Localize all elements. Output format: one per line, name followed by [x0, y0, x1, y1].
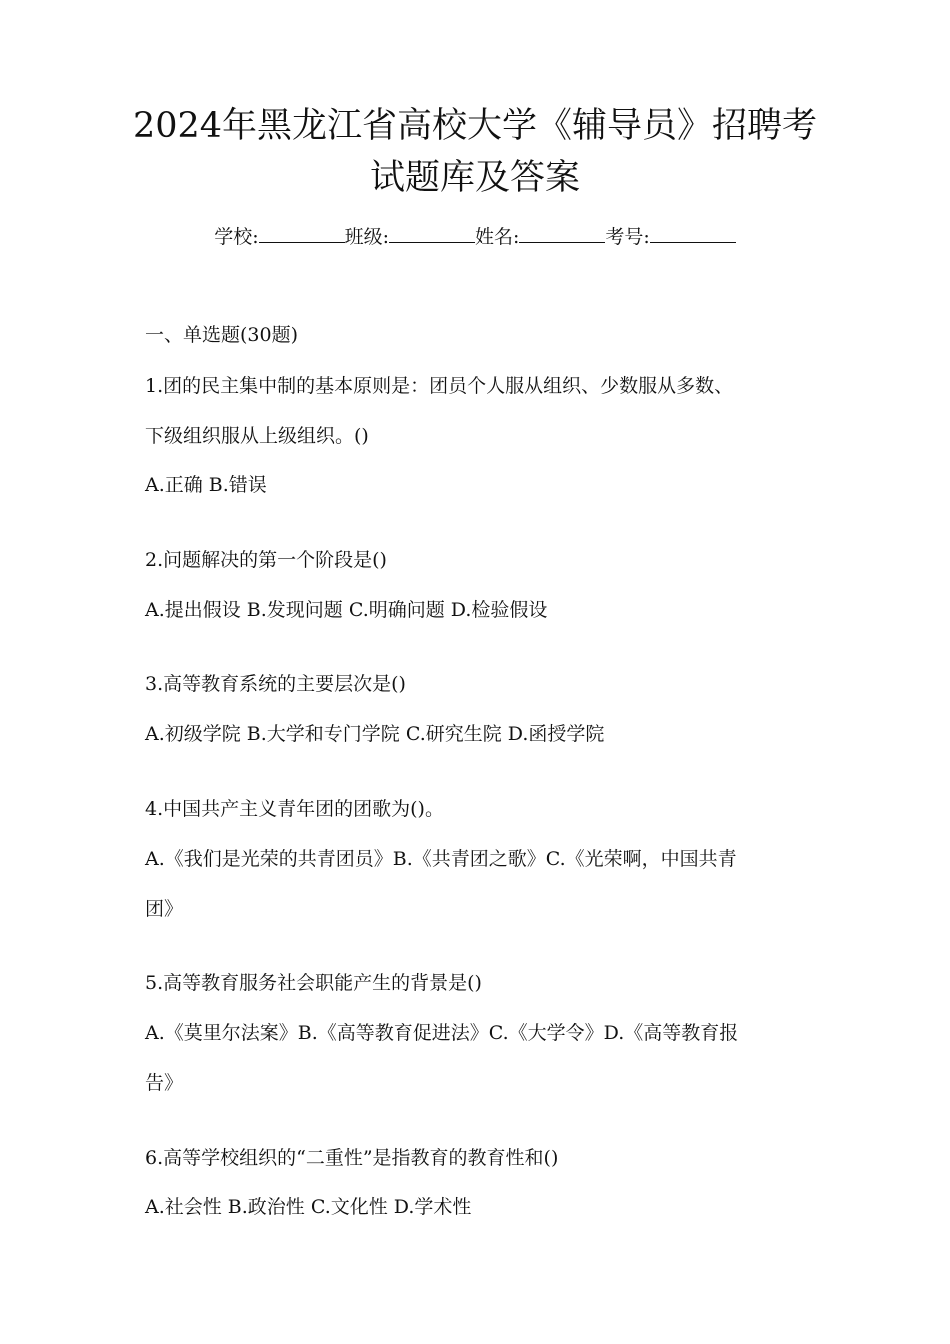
question-1-stem-line-1: 1.团的民主集中制的基本原则是：团员个人服从组织、少数服从多数、 [145, 375, 734, 397]
class-label: 班级: [344, 226, 389, 248]
question-2-stem: 2.问题解决的第一个阶段是() [145, 549, 387, 571]
question-2-options: A.提出假设 B.发现问题 C.明确问题 D.检验假设 [145, 599, 548, 621]
section-heading: 一、单选题(30题) [145, 324, 299, 346]
name-label: 姓名: [475, 226, 520, 248]
question-1-options: A.正确 B.错误 [145, 474, 267, 496]
question-4-stem: 4.中国共产主义青年团的团歌为()。 [145, 798, 444, 820]
question-3-options: A.初级学院 B.大学和专门学院 C.研究生院 D.函授学院 [145, 723, 605, 745]
question-6-stem: 6.高等学校组织的“二重性”是指教育的教育性和() [145, 1147, 559, 1169]
question-5-stem: 5.高等教育服务社会职能产生的背景是() [145, 972, 482, 994]
name-blank [519, 224, 605, 243]
page-title-line-1: 2024年黑龙江省高校大学《辅导员》招聘考 [132, 106, 818, 146]
school-label: 学校: [214, 226, 259, 248]
page-title-line-2: 试题库及答案 [369, 158, 580, 198]
question-4-options-line-2: 团》 [145, 898, 184, 920]
school-blank [259, 224, 345, 243]
question-4-options-line-1: A.《我们是光荣的共青团员》B.《共青团之歌》C.《光荣啊，中国共青 [145, 848, 737, 870]
question-3-stem: 3.高等教育系统的主要层次是() [145, 673, 406, 695]
question-6-options: A.社会性 B.政治性 C.文化性 D.学术性 [145, 1196, 472, 1218]
exam-no-label: 考号: [605, 226, 650, 248]
exam-no-blank [650, 224, 736, 243]
question-5-options-line-2: 告》 [145, 1072, 184, 1094]
question-1-stem-line-2: 下级组织服从上级组织。() [145, 425, 369, 447]
question-5-options-line-1: A.《莫里尔法案》B.《高等教育促进法》C.《大学令》D.《高等教育报 [145, 1022, 739, 1044]
class-blank [389, 224, 475, 243]
student-info-row [0, 222, 950, 252]
